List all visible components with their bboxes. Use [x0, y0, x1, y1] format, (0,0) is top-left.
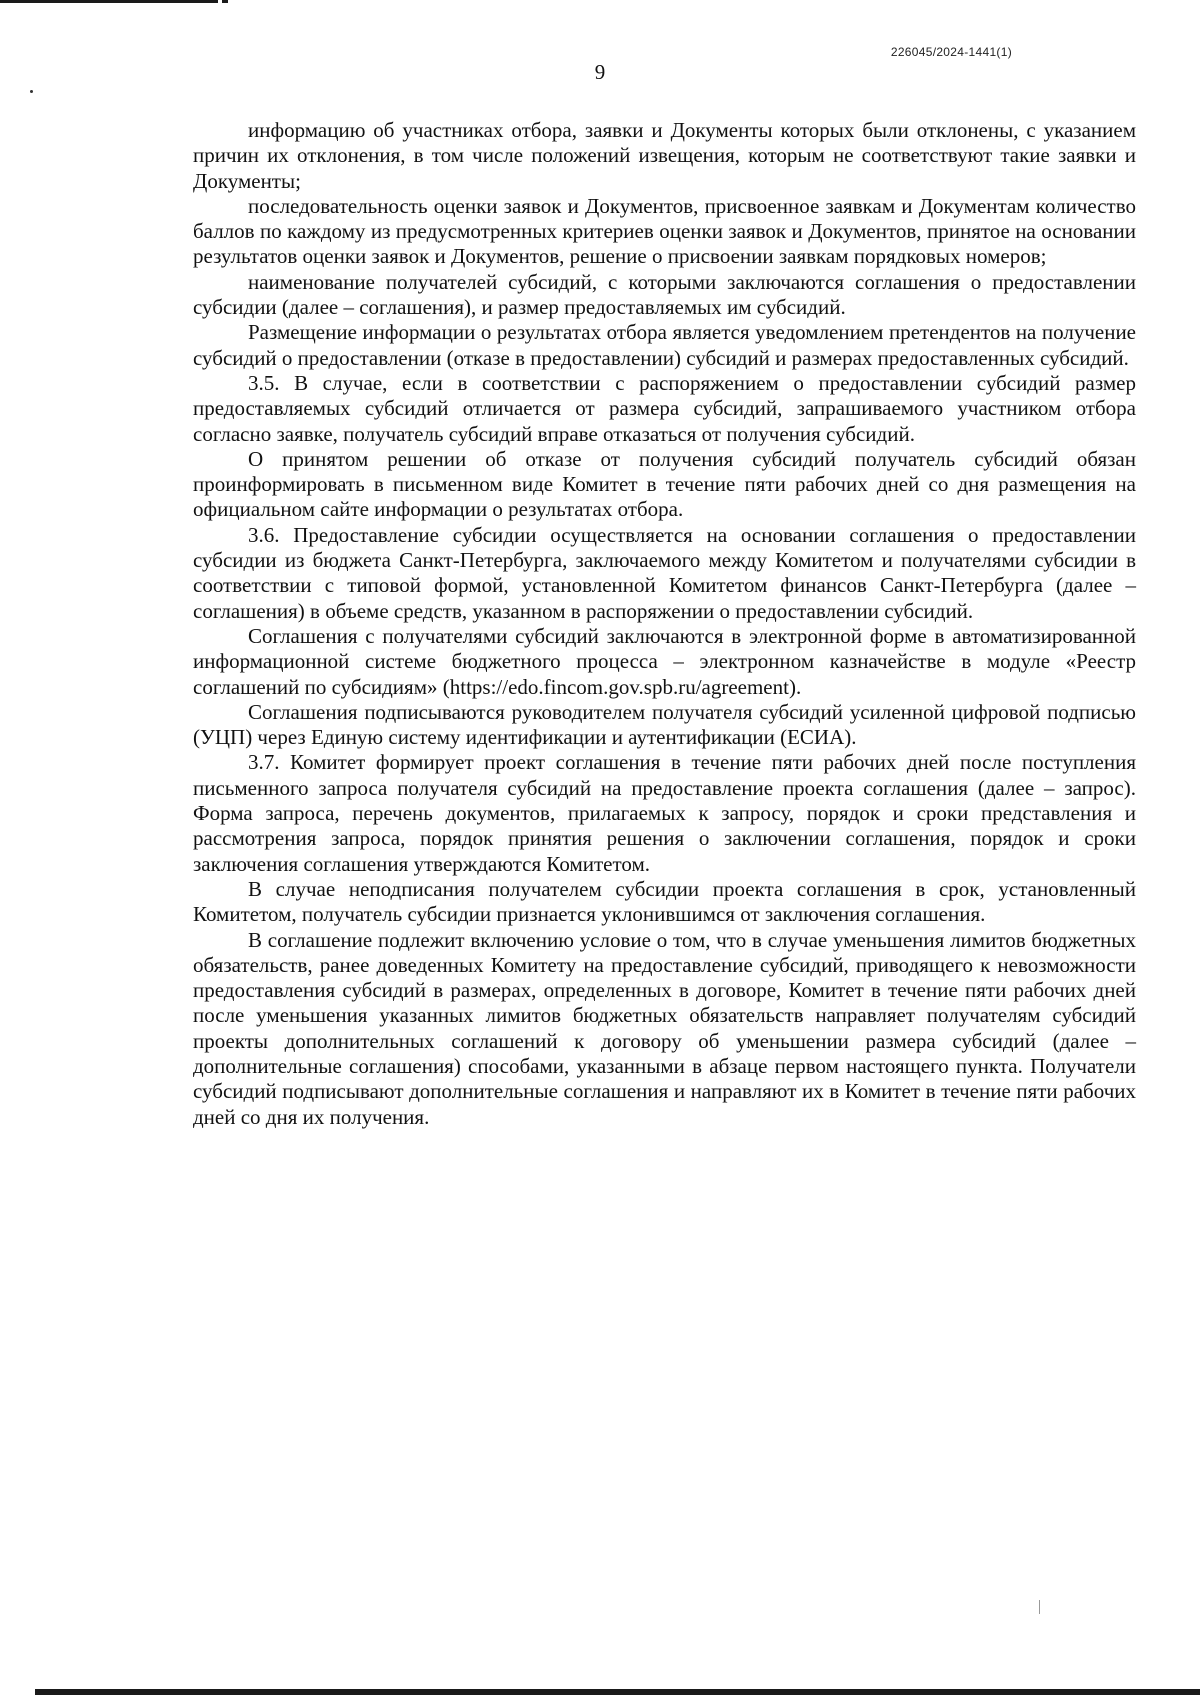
scan-speck [1039, 1600, 1040, 1614]
paragraph: О принятом решении об отказе от получения субсидий получатель субсидий обязан проинформировать в письменном виде Комитет в течение пяти рабочих дней со дня размещения на официальном сайте информации о результатах отбора. [193, 446, 1136, 522]
paragraph: Соглашения с получателями субсидий заключаются в электронной форме в автоматизированной информационной системе бюджетного процесса – электронном казначействе в модуле «Реестр соглашений по субсидиям» (https://edo.fincom.gov.spb.ru/agreement). [193, 623, 1136, 699]
page-number: 9 [594, 60, 606, 84]
scan-edge-bottom-rule [35, 1689, 1200, 1695]
paragraph: Соглашения подписываются руководителем получателя субсидий усиленной цифровой подписью (УЦП) через Единую систему идентификации и аутентификации (ЕСИА). [193, 699, 1136, 750]
document-registration-code: 226045/2024-1441(1) [890, 45, 1012, 59]
paragraph: информацию об участниках отбора, заявки и Документы которых были отклонены, с указанием причин их отклонения, в том числе положений извещения, которым не соответствуют такие заявки и Документы; [193, 118, 1136, 193]
scan-speck [30, 90, 33, 93]
scan-edge-top-rule [0, 0, 218, 3]
paragraph: 3.5. В случае, если в соответствии с распоряжением о предоставлении субсидий размер предоставляемых субсидий отличается от размера субсидий, запрашиваемого участником отбора согласно заявке, получатель субсидий вправе отказаться от получения субсидий. [193, 370, 1136, 446]
paragraph: Размещение информации о результатах отбора является уведомлением претендентов на получение субсидий о предоставлении (отказе в предоставлении) субсидий и размерах предоставленных субсидий. [193, 320, 1136, 370]
paragraph: наименование получателей субсидий, с которыми заключаются соглашения о предоставлении субсидии (далее – соглашения), и размер предоставляемых им субсидий. [193, 269, 1136, 320]
paragraph: В случае неподписания получателем субсидии проекта соглашения в срок, установленный Комитетом, получатель субсидии признается уклонившимся от заключения соглашения. [193, 876, 1136, 927]
document-body [193, 118, 1136, 1130]
scan-edge-top-tick [222, 0, 228, 3]
paragraph: 3.6. Предоставление субсидии осуществляется на основании соглашения о предоставлении субсидии из бюджета Санкт-Петербурга, заключаемого между Комитетом и получателями субсидии в соответствии с типовой формой, установленной Комитетом финансов Санкт-Петербурга (далее – соглашения) в объеме средств, указанном в распоряжении о предоставлении субсидий. [193, 522, 1136, 623]
paragraph: В соглашение подлежит включению условие о том, что в случае уменьшения лимитов бюджетных обязательств, ранее доведенных Комитету на предоставление субсидий, приводящего к невозможности предоставления субсидий в размерах, определенных в договоре, Комитет в течение пяти рабочих дней после уменьшения указанных лимитов бюджетных обязательств направляет получателям субсидий проекты дополнительных соглашений к договору об уменьшении размера субсидий (далее – дополнительные соглашения) способами, указанными в абзаце первом настоящего пункта. Получатели субсидий подписывают дополнительные соглашения и направляют их в Комитет в течение пяти рабочих дней со дня их получения. [193, 927, 1136, 1129]
paragraph: 3.7. Комитет формирует проект соглашения в течение пяти рабочих дней после поступления письменного запроса получателя субсидий на предоставление проекта соглашения (далее – запрос). Форма запроса, перечень документов, прилагаемых к запросу, порядок и сроки представления и рассмотрения запроса, порядок принятия решения о заключении соглашения, порядок и сроки заключения соглашения утверждаются Комитетом. [193, 750, 1136, 876]
paragraph: последовательность оценки заявок и Документов, присвоенное заявкам и Документам количество баллов по каждому из предусмотренных критериев оценки заявок и Документов, принятое на основании результатов оценки заявок и Документов, решение о присвоении заявкам порядковых номеров; [193, 193, 1136, 269]
